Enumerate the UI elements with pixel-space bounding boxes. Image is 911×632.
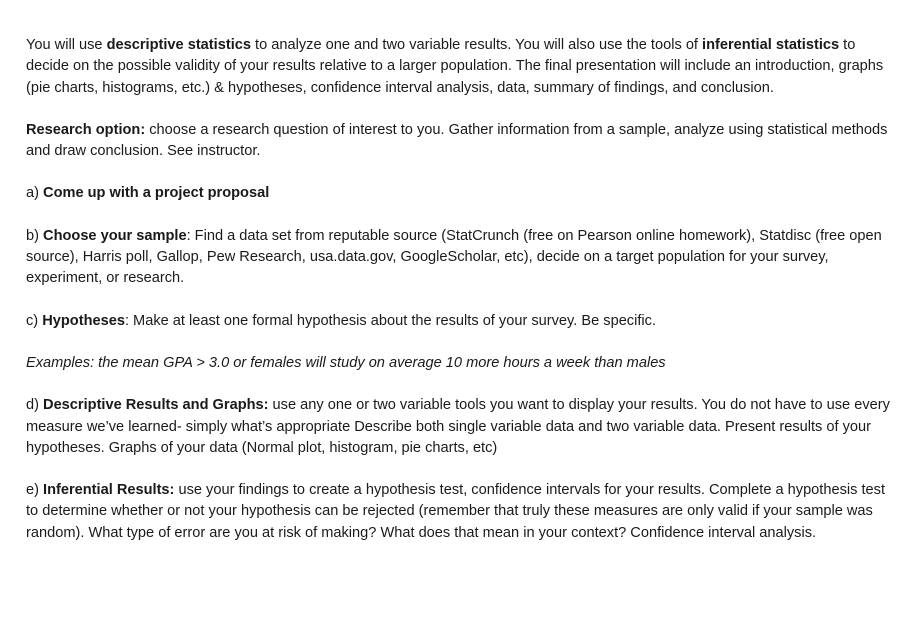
item-b (26, 226, 891, 290)
research-option-paragraph (26, 120, 891, 163)
intro-paragraph (26, 35, 891, 99)
item-c-text: : Make at least one formal hypothesis about the results of your survey. Be specific. (124, 312, 656, 329)
item-e-text: use your findings to create a hypothesis test, confidence intervals for your results. Complete a hypothesis test to determine whether or not your hypothesis can be rejected (remember that truly these measures are only valid if your sample was random). What type of error are you at risk of making? What does that mean in your context? Confidence interval analysis. (26, 482, 886, 541)
research-option-label: Research option: (26, 121, 146, 138)
item-b-prefix: b) (26, 227, 44, 244)
item-b-label: Choose your sample (43, 227, 187, 244)
examples-paragraph: Examples: the mean GPA > 3.0 or females will study on average 10 more hours a week than males (26, 354, 666, 371)
item-c (26, 311, 891, 332)
item-a (26, 183, 891, 204)
item-b-text: : Find a data set from reputable source (StatCrunch (free on Pearson online homework), Statdisc (free open source), Harris poll, Gallop, Pew Research, usa.data.gov, GoogleScholar, etc), decide on a target population for your survey, experiment, or research. (26, 227, 882, 287)
item-c-prefix: c) (26, 312, 43, 329)
item-d-label: Descriptive Results and Graphs: (43, 397, 269, 414)
item-d-prefix: d) (26, 397, 44, 414)
item-c-label: Hypotheses (42, 312, 125, 329)
research-option-text: choose a research question of interest to you. Gather information from a sample, analyze using statistical methods and draw conclusion. See instructor. (26, 121, 888, 160)
item-e-label: Inferential Results: (43, 482, 175, 499)
item-a-label: Come up with a project proposal (43, 185, 270, 202)
intro-text-3: to decide on the possible validity of your results relative to a larger population. The final presentation will include an introduction, graphs (pie charts, histograms, etc.) & hypotheses, confidence interval analysis, data, summary of findings, and conclusion. (26, 37, 884, 96)
item-d-text: use any one or two variable tools you want to display your results. You do not have to use every measure we’ve learned- simply what’s appropriate Describe both single variable data and two variable data. Present results of your hypotheses. Graphs of your data (Normal plot, histogram, pie charts, etc) (26, 397, 890, 456)
item-e (26, 480, 891, 544)
intro-bold-descriptive: descriptive statistics (106, 37, 251, 53)
item-d (26, 395, 891, 459)
intro-text-2: to analyze one and two variable results. You will also use the tools of (250, 37, 703, 53)
item-e-prefix: e) (26, 482, 44, 499)
item-a-prefix: a) (26, 185, 44, 202)
intro-bold-inferential: inferential statistics (702, 37, 840, 53)
intro-text-1: You will use (26, 37, 107, 53)
